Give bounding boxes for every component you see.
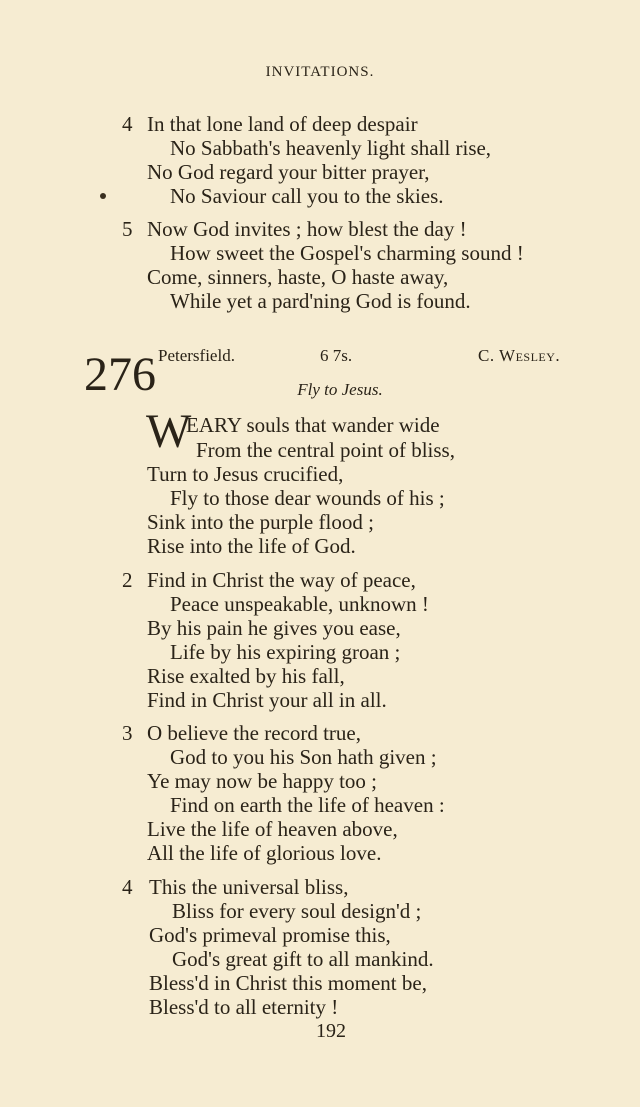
verse-line: EARY souls that wander wide [186,413,440,437]
verse-line: No Saviour call you to the skies. [170,184,444,208]
verse-line: All the life of glorious love. [147,841,382,865]
verse-line: Find in Christ your all in all. [147,688,387,712]
stanza-number: 5 [122,217,133,241]
stanza-number: 4 [122,875,133,899]
verse-line: Peace unspeakable, unknown ! [170,592,429,616]
page-number: 192 [316,1020,346,1042]
verse-line: While yet a pard'ning God is found. [170,289,471,313]
verse-line: Find on earth the life of heaven : [170,793,445,817]
verse-line: God's great gift to all mankind. [172,947,434,971]
verse-line: Now God invites ; how blest the day ! [147,217,467,241]
verse-line: God's primeval promise this, [149,923,391,947]
hymn-number: 276 [84,348,156,401]
verse-line: How sweet the Gospel's charming sound ! [170,241,524,265]
verse-line: Bless'd in Christ this moment be, [149,971,427,995]
verse-line: Rise exalted by his fall, [147,664,345,688]
running-header: INVITATIONS. [265,64,375,80]
ink-mark [100,193,106,199]
meter: 6 7s. [320,346,353,365]
verse-line: This the universal bliss, [149,875,349,899]
verse-line: Life by his expiring groan ; [170,640,401,664]
verse-line: O believe the record true, [147,721,361,745]
verse-line: Ye may now be happy too ; [147,769,378,793]
verse-line: In that lone land of deep despair [147,112,418,136]
verse-line: No Sabbath's heavenly light shall rise, [170,136,492,160]
verse-line: By his pain he gives you ease, [147,616,401,640]
verse-line: Rise into the life of God. [147,534,356,558]
verse-line: No God regard your bitter prayer, [147,160,430,184]
tune-name: Petersfield. [158,346,235,365]
verse-line: Bliss for every soul design'd ; [172,899,422,923]
verse-line: Come, sinners, haste, O haste away, [147,265,449,289]
verse-line: Bless'd to all eternity ! [149,995,339,1019]
author: C. Wesley. [478,346,561,365]
verse-line: Fly to those dear wounds of his ; [170,486,445,510]
stanza-number: 4 [122,112,133,136]
verse-line: God to you his Son hath given ; [170,745,437,769]
hymn-title: Fly to Jesus. [297,380,383,399]
verse-line: Live the life of heaven above, [147,817,398,841]
stanza-number: 2 [122,568,133,592]
drop-cap: W [146,405,192,458]
stanza-number: 3 [122,721,133,745]
verse-line: Sink into the purple flood ; [147,510,374,534]
verse-line: Find in Christ the way of peace, [147,568,416,592]
verse-line: Turn to Jesus crucified, [147,462,344,486]
verse-line: From the central point of bliss, [196,438,455,462]
